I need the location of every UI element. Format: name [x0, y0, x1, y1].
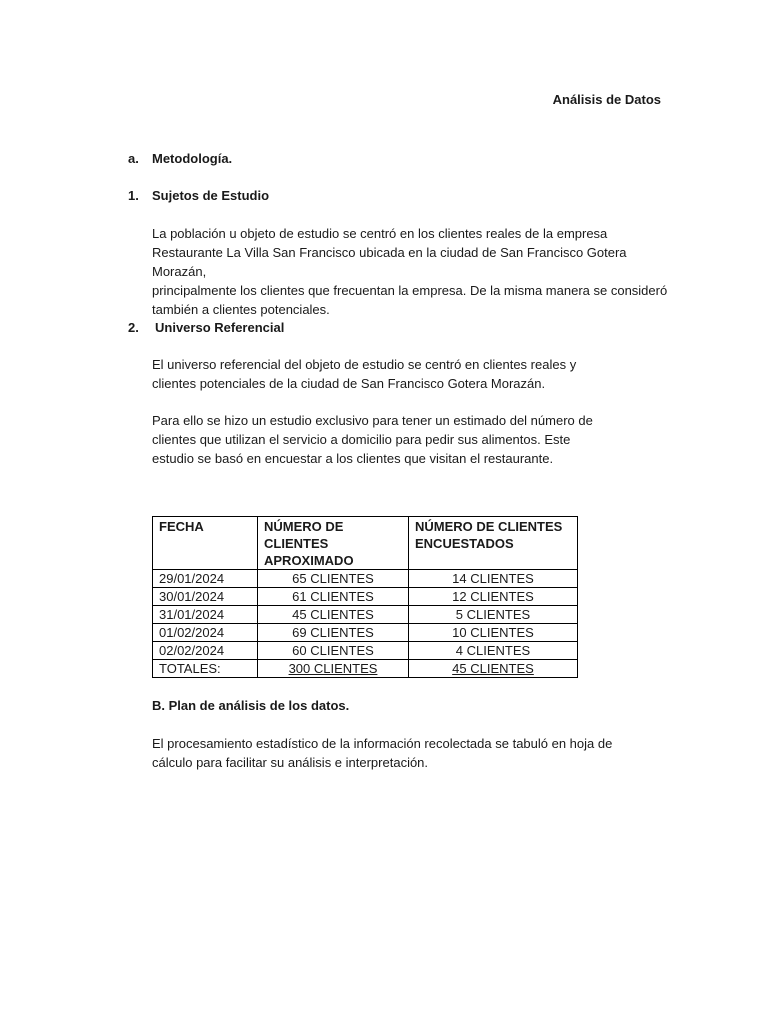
paragraph-line: clientes que utilizan el servicio a domicilio para pedir sus alimentos. Este	[152, 432, 571, 447]
cell-approx: 45 CLIENTES	[258, 606, 409, 624]
table-row	[153, 588, 578, 606]
header-aproximado: NÚMERO DE CLIENTES APROXIMADO	[258, 517, 409, 570]
cell-date: 29/01/2024	[153, 570, 258, 588]
paragraph-line: El procesamiento estadístico de la información recolectada se tabuló en hoja de	[152, 736, 613, 751]
cell-surveyed: 5 CLIENTES	[409, 606, 578, 624]
paragraph-line: también a clientes potenciales.	[152, 302, 330, 317]
header-encuestados: NÚMERO DE CLIENTES ENCUESTADOS	[409, 517, 578, 570]
table-row	[153, 606, 578, 624]
table-totals-row	[153, 660, 578, 678]
section-b-paragraph	[152, 734, 672, 772]
section-2-marker: 2.	[128, 320, 139, 335]
cell-date: 30/01/2024	[153, 588, 258, 606]
cell-surveyed: 10 CLIENTES	[409, 624, 578, 642]
section-2-paragraph-1	[152, 355, 672, 393]
section-a-marker: a.	[128, 151, 139, 166]
cell-approx: 61 CLIENTES	[258, 588, 409, 606]
cell-surveyed: 12 CLIENTES	[409, 588, 578, 606]
cell-approx: 65 CLIENTES	[258, 570, 409, 588]
paragraph-line: principalmente los clientes que frecuentan la empresa. De la misma manera se consideró	[152, 283, 668, 298]
cell-date: 02/02/2024	[153, 642, 258, 660]
table-row	[153, 642, 578, 660]
totals-surveyed: 45 CLIENTES	[452, 661, 534, 676]
paragraph-line: El universo referencial del objeto de estudio se centró en clientes reales y	[152, 357, 577, 372]
clients-table	[152, 516, 578, 678]
paragraph-line: estudio se basó en encuestar a los clientes que visitan el restaurante.	[152, 451, 554, 466]
cell-surveyed: 4 CLIENTES	[409, 642, 578, 660]
paragraph-line: Restaurante La Villa San Francisco ubicada en la ciudad de San Francisco Gotera Morazán,	[152, 245, 627, 279]
paragraph-line: clientes potenciales de la ciudad de San Francisco Gotera Morazán.	[152, 376, 546, 391]
section-2-heading	[128, 318, 284, 337]
section-a-title: Metodología.	[152, 151, 233, 166]
cell-date: 31/01/2024	[153, 606, 258, 624]
totals-label: TOTALES:	[153, 660, 258, 678]
cell-surveyed: 14 CLIENTES	[409, 570, 578, 588]
table-row	[153, 570, 578, 588]
table-row	[153, 624, 578, 642]
section-a-heading	[128, 149, 232, 168]
cell-approx: 60 CLIENTES	[258, 642, 409, 660]
section-1-title: Sujetos de Estudio	[152, 188, 270, 203]
totals-approx: 300 CLIENTES	[288, 661, 378, 676]
totals-approx-cell	[258, 660, 409, 678]
paragraph-line: cálculo para facilitar su análisis e interpretación.	[152, 755, 429, 770]
header-fecha: FECHA	[153, 517, 258, 570]
totals-surveyed-cell	[409, 660, 578, 678]
section-2-paragraph-2	[152, 411, 672, 468]
table-header-row	[153, 517, 578, 570]
section-1-paragraph	[152, 224, 672, 319]
document-title: Análisis de Datos	[552, 92, 661, 107]
paragraph-line: Para ello se hizo un estudio exclusivo para tener un estimado del número de	[152, 413, 593, 428]
cell-approx: 69 CLIENTES	[258, 624, 409, 642]
section-1-heading	[128, 186, 269, 205]
section-2-title: Universo Referencial	[155, 320, 285, 335]
section-1-marker: 1.	[128, 188, 139, 203]
paragraph-line: La población u objeto de estudio se centró en los clientes reales de la empresa	[152, 226, 608, 241]
cell-date: 01/02/2024	[153, 624, 258, 642]
section-b-heading: B. Plan de análisis de los datos.	[152, 698, 350, 713]
